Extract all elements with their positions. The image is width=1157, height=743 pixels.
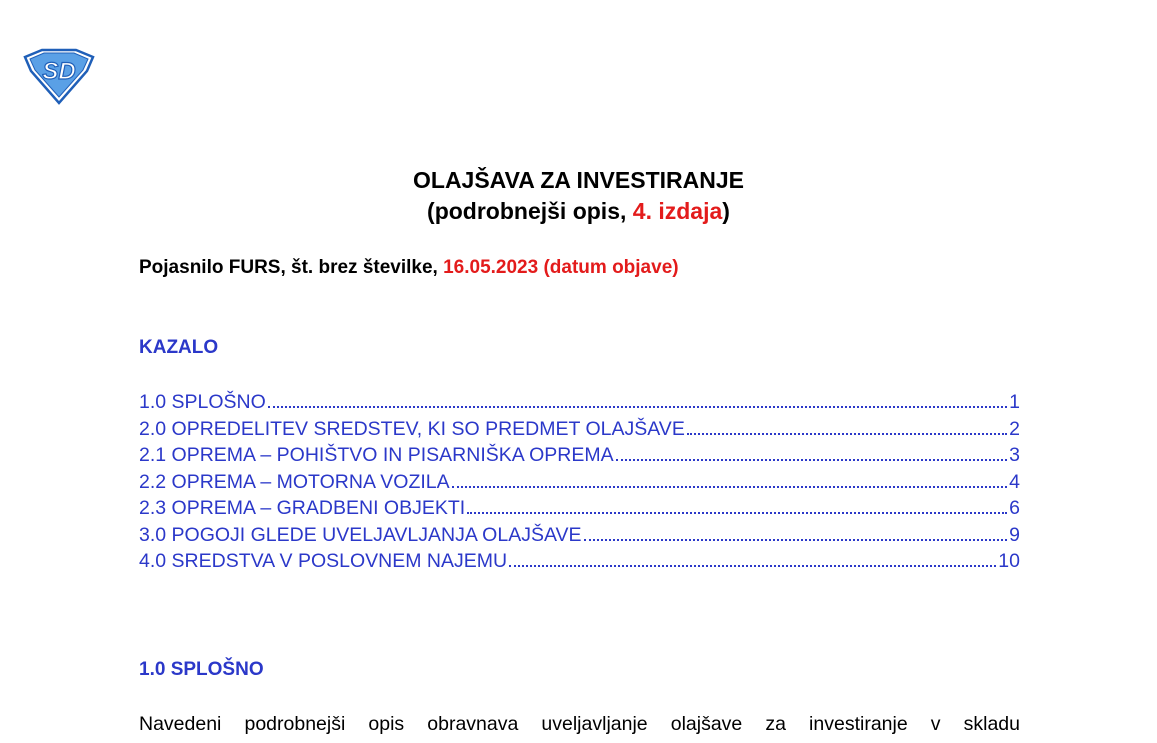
edition-open: (podrobnejši opis, (427, 198, 633, 224)
toc-entry-page: 6 (1009, 497, 1020, 519)
toc-entry-splosno[interactable] (139, 389, 1020, 416)
toc-entry-page: 1 (1009, 391, 1020, 413)
toc-entry-page: 10 (998, 550, 1020, 572)
furs-reference (139, 255, 679, 281)
document-subtitle-edition (0, 196, 1157, 227)
toc-leader-dots (509, 565, 996, 567)
furs-reference-prefix: Pojasnilo FURS, št. brez številke, (139, 257, 444, 278)
section-heading-splosno: 1.0 SPLOŠNO (139, 659, 264, 680)
toc-leader-dots (687, 433, 1007, 435)
toc-leader-dots (467, 512, 1007, 514)
table-of-contents (139, 389, 1020, 575)
toc-entry-pohistvo[interactable] (139, 442, 1020, 469)
toc-entry-title: 3.0 POGOJI GLEDE UVELJAVLJANJA OLAJŠAVE (139, 523, 582, 546)
logo-text: SD (42, 58, 76, 85)
toc-entry-title: 4.0 SREDSTVA V POSLOVNEM NAJEMU (139, 550, 508, 572)
sd-shield-logo-icon (22, 47, 96, 105)
toc-heading: KAZALO (139, 337, 219, 358)
publication-date: 16.05.2023 (datum objave) (443, 257, 679, 278)
toc-entry-title: 2.3 OPREMA – GRADBENI OBJEKTI (139, 497, 466, 519)
document-title: OLAJŠAVA ZA INVESTIRANJE (413, 167, 744, 193)
toc-entry-page: 3 (1009, 444, 1020, 466)
toc-entry-page: 2 (1009, 417, 1020, 440)
toc-leader-dots (452, 486, 1007, 488)
toc-entry-page: 9 (1009, 523, 1020, 546)
section-body-text: Navedeni podrobnejši opis obravnava uveljavljanje olajšave za investiranje v skladu (139, 713, 1020, 735)
toc-entry-motorna-vozila[interactable] (139, 469, 1020, 496)
edition-number: 4. izdaja (632, 198, 723, 224)
toc-entry-title: 2.1 OPREMA – POHIŠTVO IN PISARNIŠKA OPREMA (139, 444, 614, 466)
toc-entry-gradbeni-objekti[interactable] (139, 495, 1020, 522)
toc-leader-dots (584, 539, 1008, 541)
toc-entry-poslovni-najem[interactable] (139, 548, 1020, 575)
toc-entry-pogoji[interactable] (139, 522, 1020, 549)
toc-entry-opredelitev-sredstev[interactable] (139, 416, 1020, 443)
toc-entry-page: 4 (1009, 470, 1020, 493)
toc-leader-dots (268, 406, 1007, 408)
toc-leader-dots (616, 459, 1008, 461)
sd-logo (22, 47, 96, 105)
toc-entry-title: 2.0 OPREDELITEV SREDSTEV, KI SO PREDMET OLAJŠAVE (139, 417, 685, 440)
toc-entry-title: 1.0 SPLOŠNO (139, 391, 266, 413)
toc-entry-title: 2.2 OPREMA – MOTORNA VOZILA (139, 470, 450, 493)
edition-close: ) (722, 198, 730, 224)
